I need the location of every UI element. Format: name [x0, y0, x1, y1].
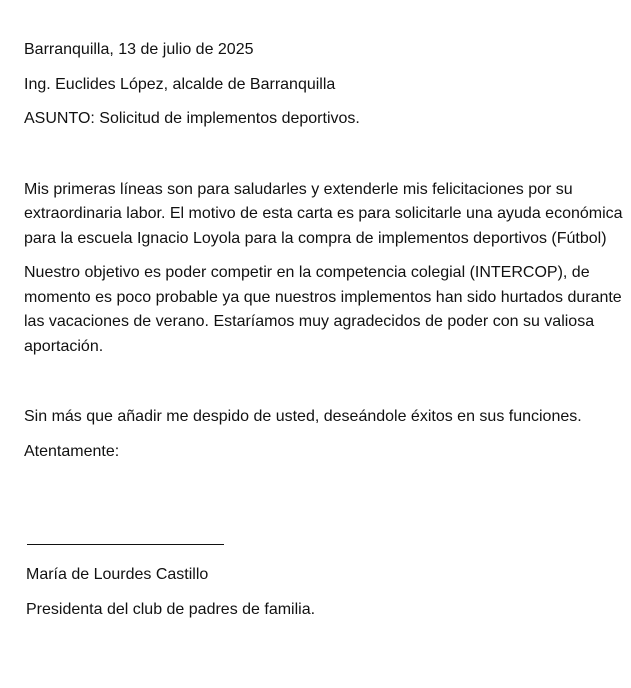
signature-line [27, 544, 224, 545]
letter-date: Barranquilla, 13 de julio de 2025 [24, 41, 254, 58]
letter-subject: ASUNTO: Solicitud de implementos deportivos. [24, 110, 360, 127]
letter-body [24, 38, 624, 464]
signature-block [26, 532, 426, 622]
letter-recipient: Ing. Euclides López, alcalde de Barranquilla [24, 75, 336, 93]
letter-paragraph-2: Nuestro objetivo es poder competir en la competencia colegial (INTERCOP), de momento es poco probable ya que nuestros implementos han sido hurtados durante las vacaciones de verano. Estaríamos muy agradecidos de poder con su valiosa aportación. [24, 264, 622, 355]
letter-closing-line: Sin más que añadir me despido de usted, deseándole éxitos en sus funciones. [24, 408, 582, 425]
letter-paragraph-1: Mis primeras líneas son para saludarles y extenderle mis felicitaciones por su extraordinaria labor. El motivo de esta carta es para solicitarle una ayuda económica para la escuela Ignacio Loyola para la compra de implementos deportivos (Fútbol) [24, 180, 623, 247]
signature-name: María de Lourdes Castillo [26, 566, 209, 583]
signature-role: Presidenta del club de padres de familia. [26, 600, 316, 618]
letter-farewell: Atentamente: [24, 442, 120, 460]
